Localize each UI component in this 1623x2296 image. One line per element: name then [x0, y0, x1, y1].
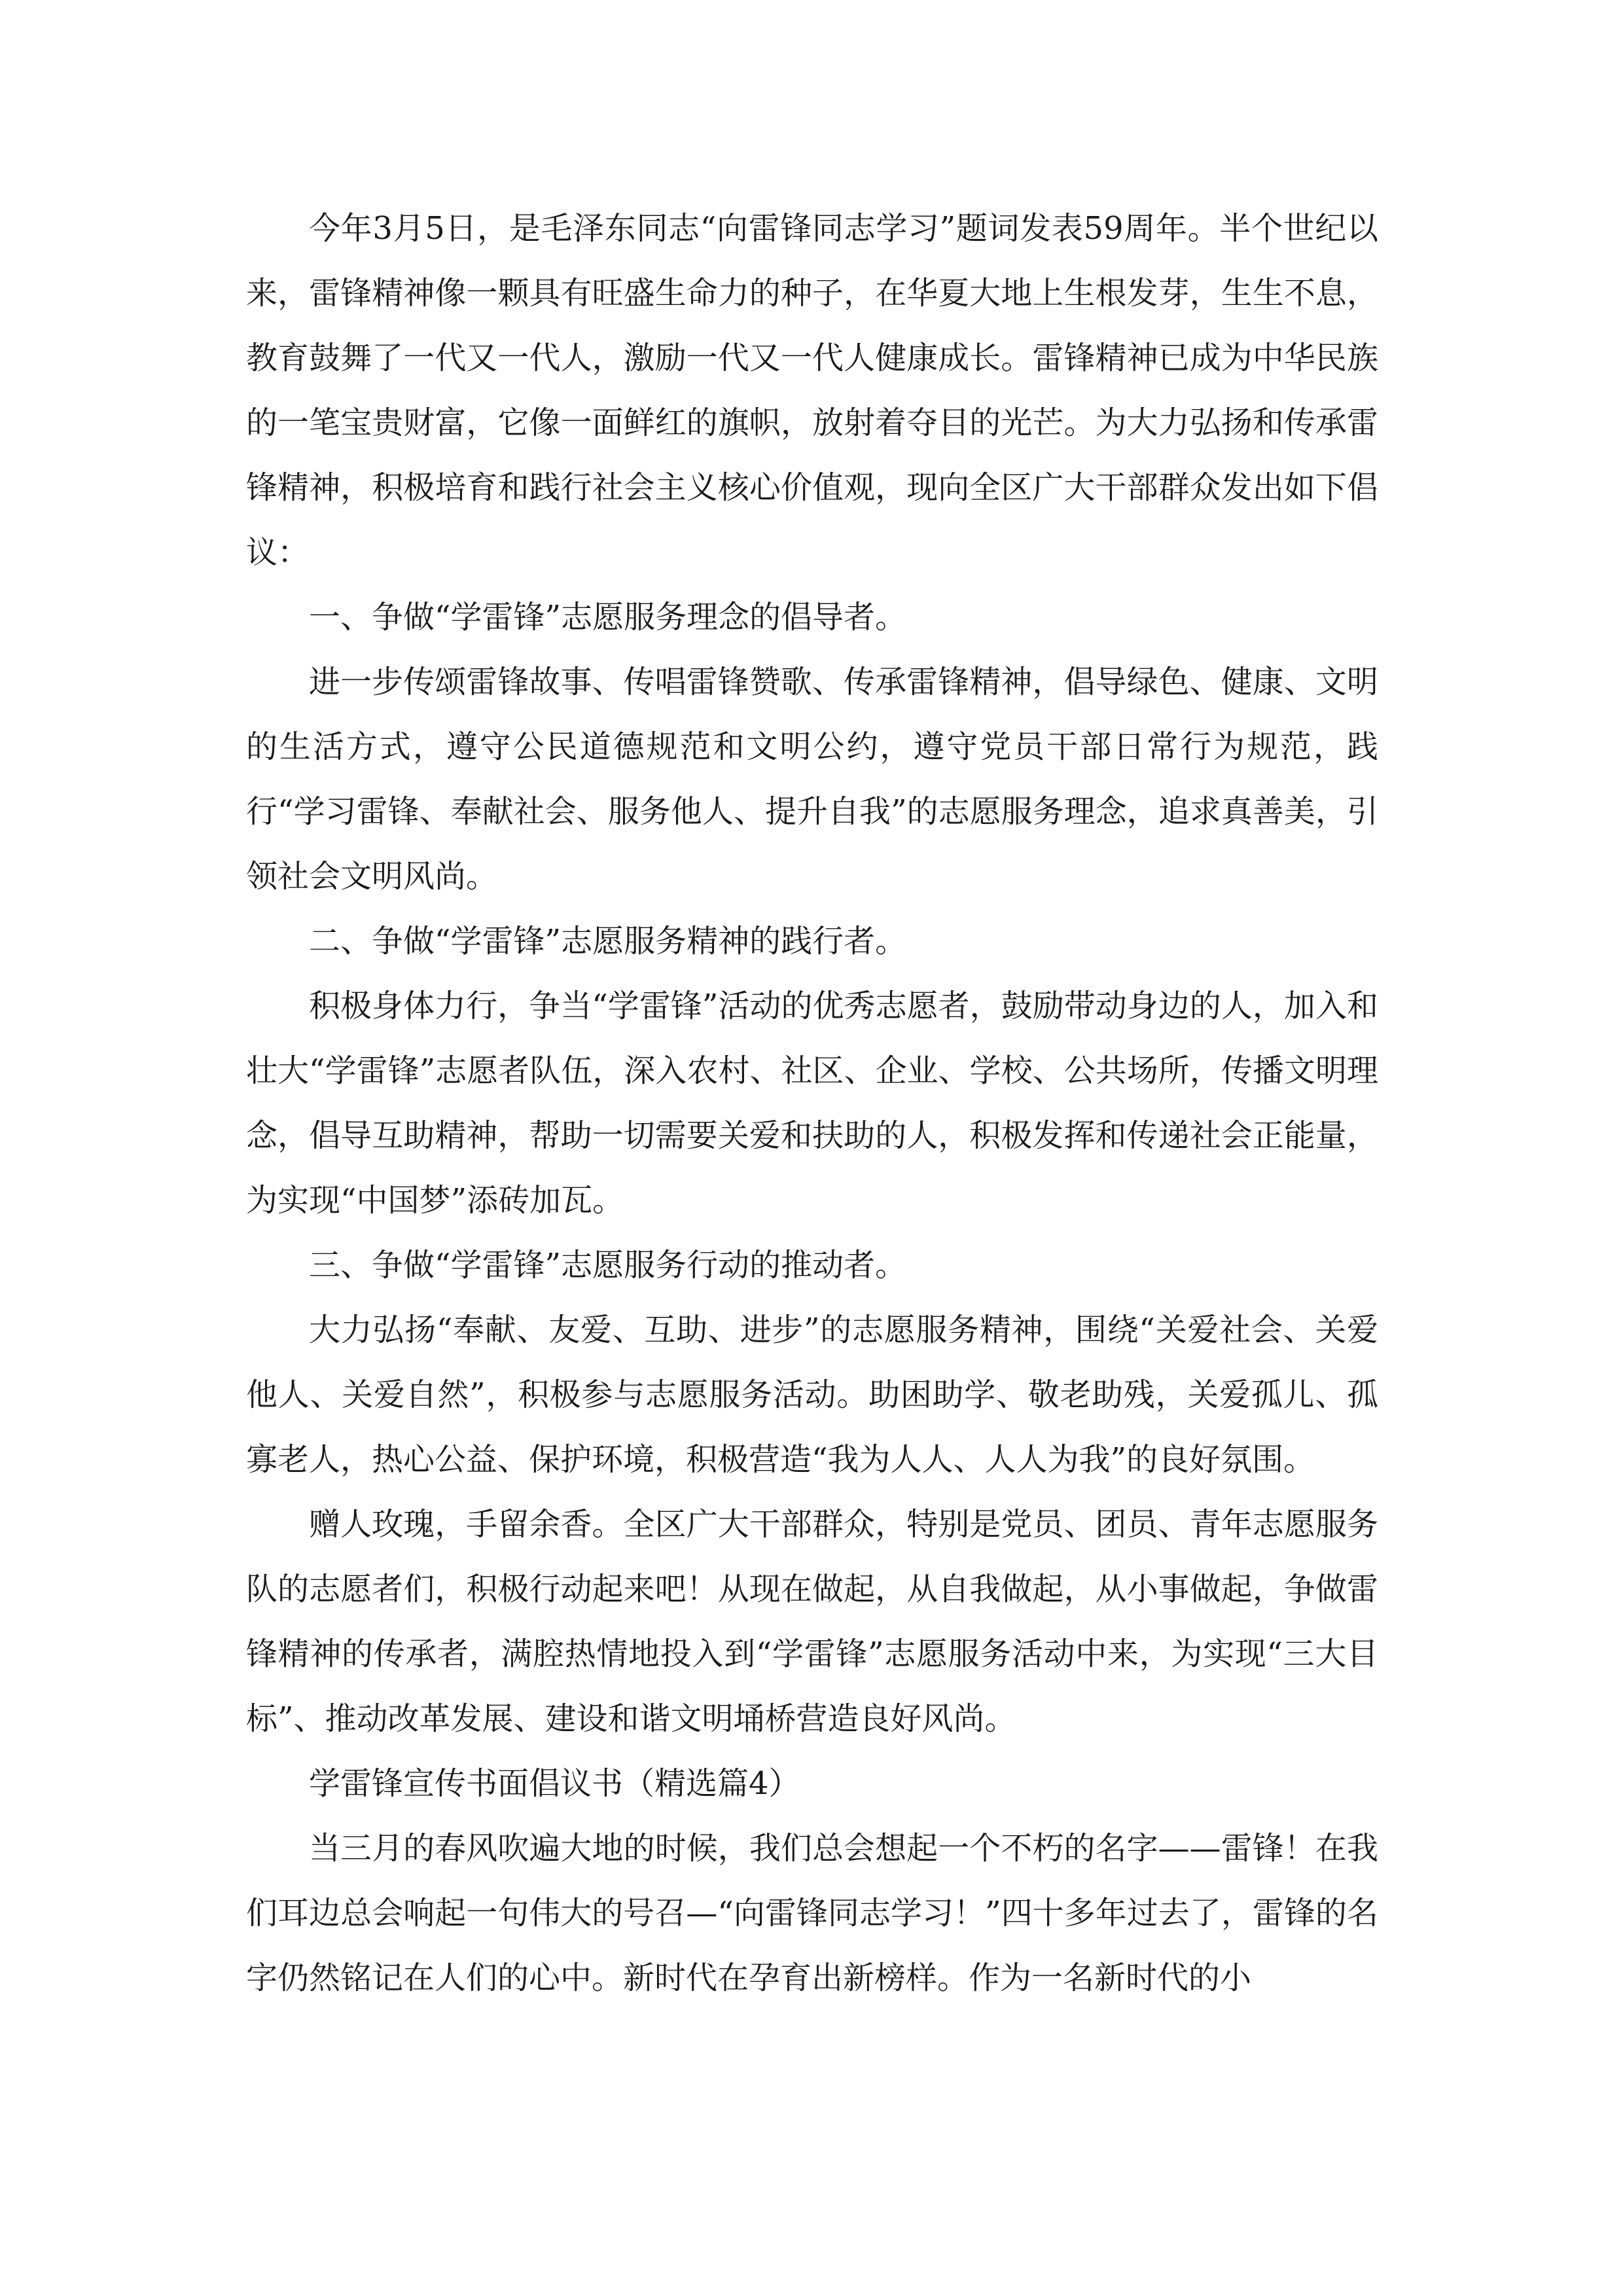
heading-point-three: 三、争做“学雷锋”志愿服务行动的推动者。: [309, 1247, 907, 1283]
paragraph-point-three: 大力弘扬“奉献、友爱、互助、进步”的志愿服务精神，围绕“关爱社会、关爱他人、关爱自然”，积极参与志愿服务活动。助困助学、敬老助残，关爱孤儿、孤寡老人，热心公益、保护环境，积极营造“我为人人、人人为我”的良好氛围。: [246, 1312, 1378, 1478]
heading-point-one: 一、争做“学雷锋”志愿服务理念的倡导者。: [309, 599, 907, 636]
document-body: [246, 196, 1378, 2011]
heading-point-two: 二、争做“学雷锋”志愿服务精神的践行者。: [309, 923, 907, 960]
paragraph-point-two: 积极身体力行，争当“学雷锋”活动的优秀志愿者，鼓励带动身边的人，加入和壮大“学雷锋”志愿者队伍，深入农村、社区、企业、学校、公共场所，传播文明理念，倡导互助精神，帮助一切需要关爱和扶助的人，积极发挥和传递社会正能量，为实现“中国梦”添砖加瓦。: [246, 988, 1378, 1219]
section-title: 学雷锋宣传书面倡议书（精选篇4）: [309, 1765, 800, 1802]
paragraph-point-one: 进一步传颂雷锋故事、传唱雷锋赞歌、传承雷锋精神，倡导绿色、健康、文明的生活方式，遵守公民道德规范和文明公约，遵守党员干部日常行为规范，践行“学习雷锋、奉献社会、服务他人、提升自我”的志愿服务理念，追求真善美，引领社会文明风尚。: [246, 664, 1378, 895]
paragraph-closing: 赠人玫瑰，手留余香。全区广大干部群众，特别是党员、团员、青年志愿服务队的志愿者们，积极行动起来吧！从现在做起，从自我做起，从小事做起，争做雷锋精神的传承者，满腔热情地投入到“学雷锋”志愿服务活动中来，为实现“三大目标”、推动改革发展、建设和谐文明埇桥营造良好风尚。: [246, 1506, 1378, 1737]
paragraph-section-4: 当三月的春风吹遍大地的时候，我们总会想起一个不朽的名字——雷锋！在我们耳边总会响起一句伟大的号召—“向雷锋同志学习！”四十多年过去了，雷锋的名字仍然铭记在人们的心中。新时代在孕育出新榜样。作为一名新时代的小: [246, 1830, 1378, 1996]
paragraph-intro: 今年3月5日，是毛泽东同志“向雷锋同志学习”题词发表59周年。半个世纪以来，雷锋精神像一颗具有旺盛生命力的种子，在华夏大地上生根发芽，生生不息，教育鼓舞了一代又一代人，激励一代又一代人健康成长。雷锋精神已成为中华民族的一笔宝贵财富，它像一面鲜红的旗帜，放射着夺目的光芒。为大力弘扬和传承雷锋精神，积极培育和践行社会主义核心价值观，现向全区广大干部群众发出如下倡议：: [246, 210, 1378, 571]
